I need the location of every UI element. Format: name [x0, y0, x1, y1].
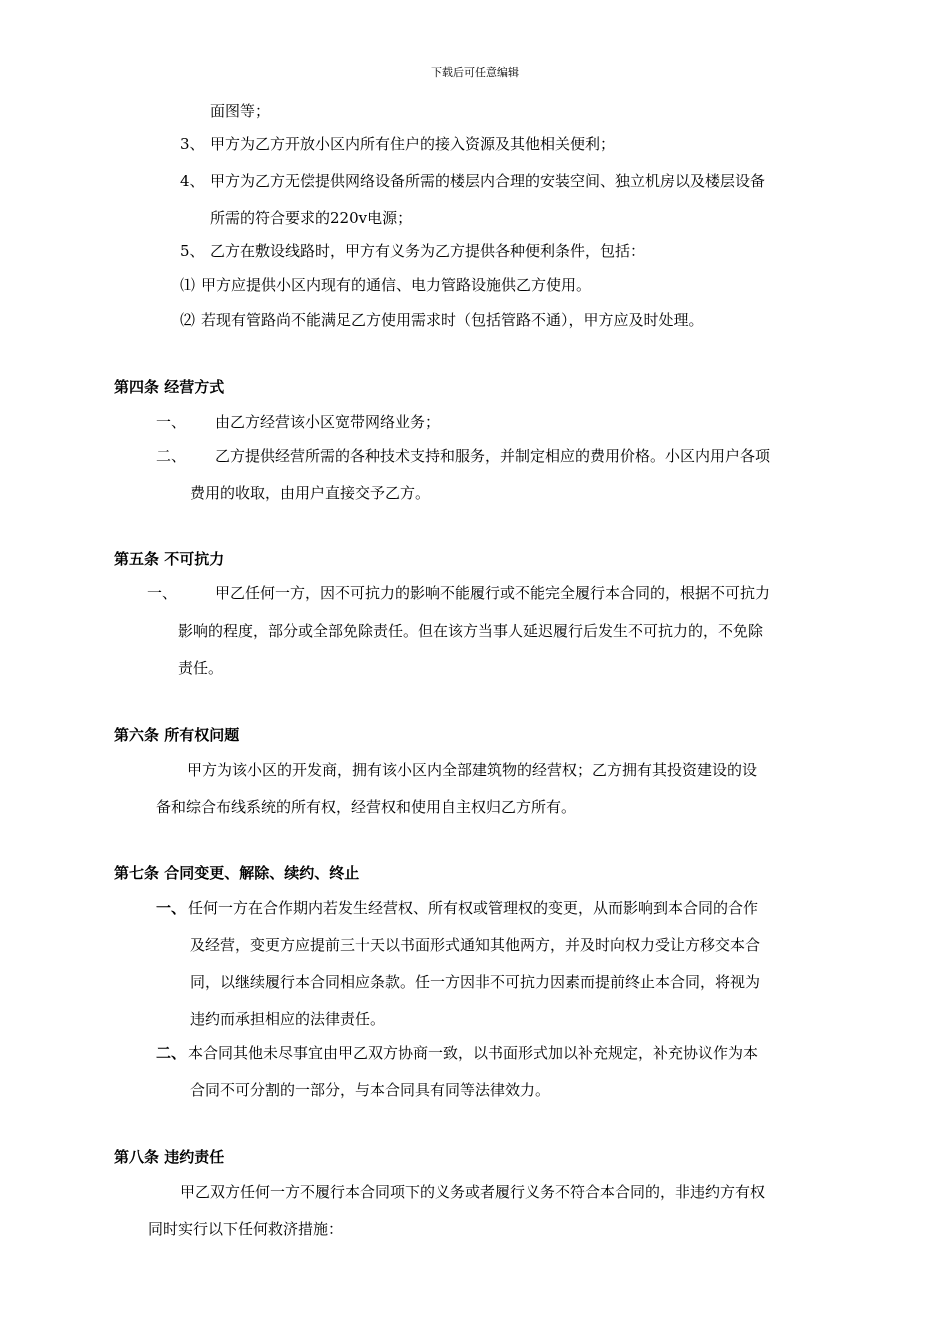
section3-item5-number: 5、 [180, 242, 205, 260]
section8-text-line1: 甲乙双方任何一方不履行本合同项下的义务或者履行义务不符合本合同的，非违约方有权 [180, 1183, 766, 1201]
section5-item1-text-line3: 责任。 [178, 659, 224, 677]
section6-title: 第六条 所有权问题 [114, 726, 240, 744]
section7-item1-text-line4: 违约而承担相应的法律责任。 [190, 1010, 386, 1028]
section3-sub1-number: ⑴ [180, 276, 196, 294]
section5-item1-text-line2: 影响的程度，部分或全部免除责任。但在该方当事人延迟履行后发生不可抗力的，不免除 [178, 622, 764, 640]
section7-item2-text-line2: 合同不可分割的一部分，与本合同具有同等法律效力。 [190, 1081, 551, 1099]
section3-item4-text-line1: 甲方为乙方无偿提供网络设备所需的楼层内合理的安装空间、独立机房以及楼层设备 [210, 172, 766, 190]
section4-item2-text-line2: 费用的收取，由用户直接交予乙方。 [190, 484, 431, 502]
section3-sub2-text: 若现有管路尚不能满足乙方使用需求时（包括管路不通），甲方应及时处理。 [201, 311, 704, 329]
section7-item2-text-line1: 本合同其他未尽事宜由甲乙双方协商一致，以书面形式加以补充规定，补充协议作为本 [188, 1044, 759, 1062]
section3-sub2-number: ⑵ [180, 311, 196, 329]
section7-item1-text-line3: 同，以继续履行本合同相应条款。任一方因非不可抗力因素而提前终止本合同，将视为 [190, 973, 761, 991]
section7-item1-number: 一、 [156, 899, 187, 917]
section7-item1-text-line2: 及经营，变更方应提前三十天以书面形式通知其他两方，并及时向权力受让方移交本合 [190, 936, 761, 954]
section7-item1-text-line1: 任何一方在合作期内若发生经营权、所有权或管理权的变更，从而影响到本合同的合作 [188, 899, 759, 917]
section3-sub1-text: 甲方应提供小区内现有的通信、电力管路设施供乙方使用。 [201, 276, 592, 294]
section4-item1-text: 由乙方经营该小区宽带网络业务； [215, 413, 441, 431]
section3-item4-text-line2: 所需的符合要求的220v电源； [210, 209, 413, 227]
section5-item1-text-line1: 甲乙任何一方，因不可抗力的影响不能履行或不能完全履行本合同的，根据不可抗力 [215, 584, 771, 602]
section3-item3-text: 甲方为乙方开放小区内所有住户的接入资源及其他相关便利； [210, 135, 616, 153]
section3-item3-number: 3、 [180, 135, 205, 153]
page-header-note: 下载后可任意编辑 [431, 66, 519, 79]
section6-text-line1: 甲方为该小区的开发商，拥有该小区内全部建筑物的经营权；乙方拥有其投资建设的设 [187, 761, 758, 779]
section4-title: 第四条 经营方式 [114, 378, 225, 396]
section7-item2-number: 二、 [156, 1044, 187, 1062]
section5-title: 第五条 不可抗力 [114, 550, 225, 568]
section4-item2-text-line1: 乙方提供经营所需的各种技术支持和服务，并制定相应的费用价格。小区内用户各项 [215, 447, 771, 465]
section3-item4-number: 4、 [180, 172, 205, 190]
section7-title: 第七条 合同变更、解除、续约、终止 [114, 864, 360, 882]
section8-title: 第八条 违约责任 [114, 1148, 225, 1166]
section3-item5-text: 乙方在敷设线路时，甲方有义务为乙方提供各种便利条件，包括： [210, 242, 646, 260]
section5-item1-number: 一、 [147, 584, 178, 602]
section3-continuation: 面图等； [210, 102, 271, 120]
section8-text-line2: 同时实行以下任何救济措施： [148, 1220, 344, 1238]
section4-item2-number: 二、 [156, 447, 187, 465]
section4-item1-number: 一、 [156, 413, 187, 431]
section6-text-line2: 备和综合布线系统的所有权，经营权和使用自主权归乙方所有。 [156, 798, 577, 816]
